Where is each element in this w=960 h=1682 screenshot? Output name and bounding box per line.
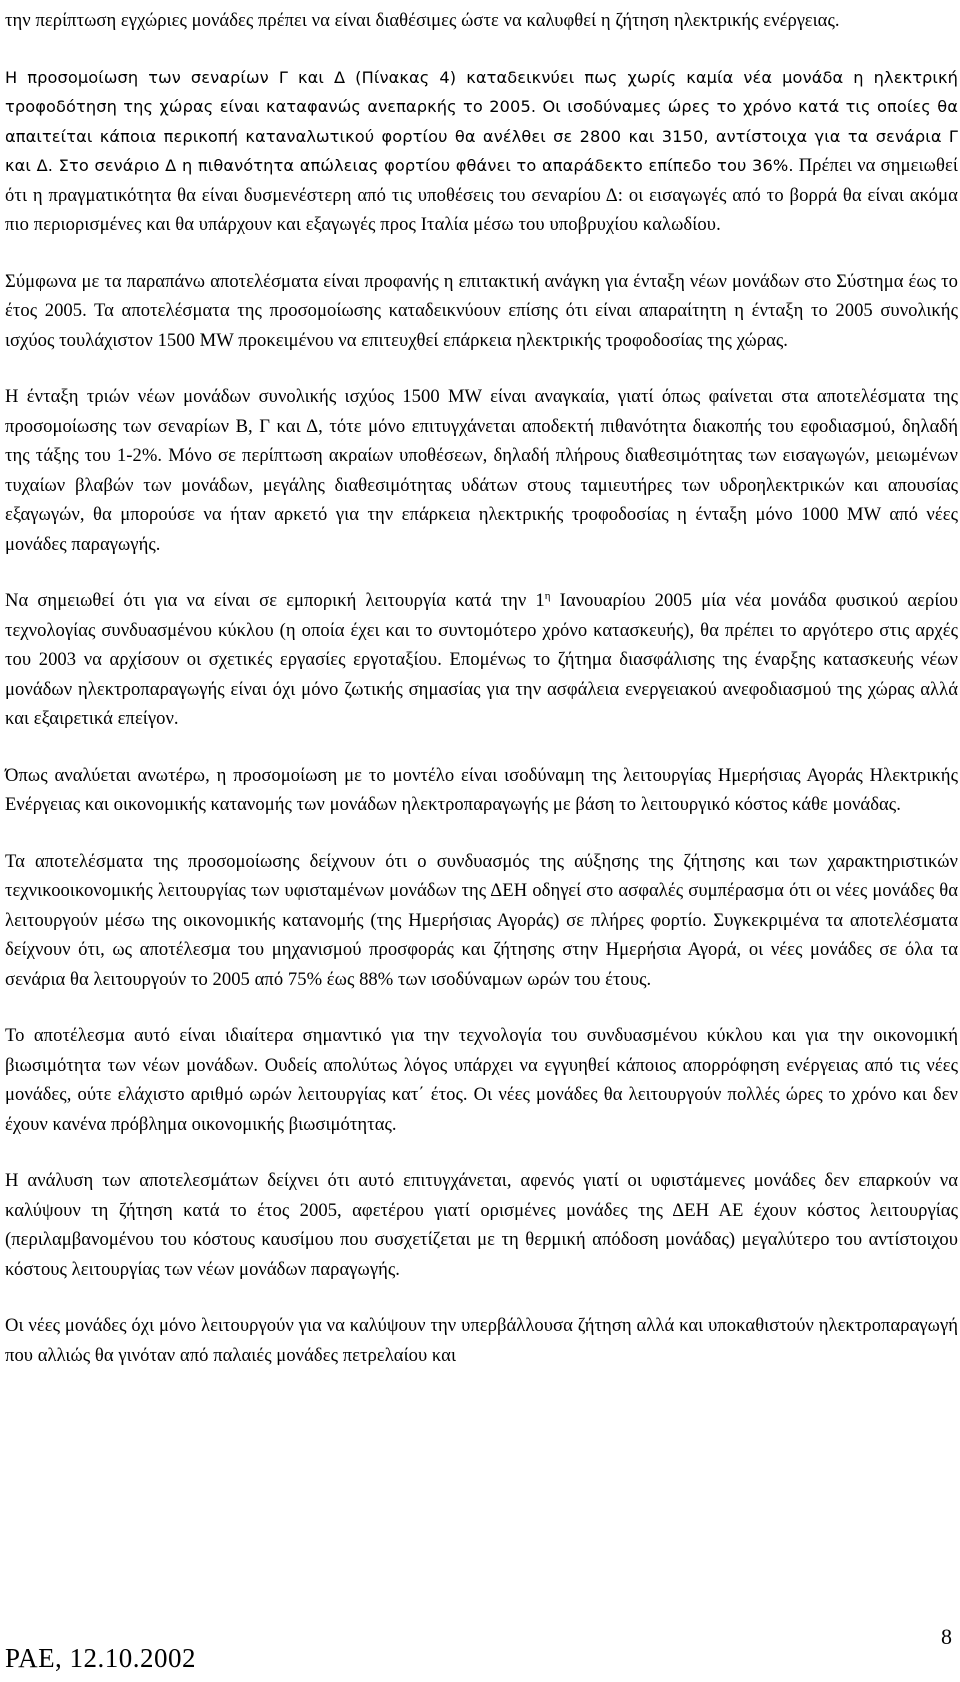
paragraph-2 [5, 63, 958, 240]
page-footer [0, 1624, 960, 1674]
paragraph-3: Σύμφωνα με τα παραπάνω αποτελέσματα είναι προφανής η επιτακτική ανάγκη για ένταξη νέων μονάδων στο Σύστημα έως το έτος 2005. Τα αποτελέσματα της προσομοίωσης καταδεικνύουν επίσης ότι είναι απαραίτητη η ένταξη το 2005 συνολικής ισχύος τουλάχιστον 1500 MW προκειμένου να επιτευχθεί επάρκεια ηλεκτρικής τροφοδοσίας της χώρας. [5, 270, 958, 351]
footer-source-date: ΡΑΕ, 12.10.2002 [5, 1643, 197, 1673]
paragraph-6: Όπως αναλύεται ανωτέρω, η προσομοίωση με το μοντέλο είναι ισοδύναμη της λειτουργίας Ημερήσιας Αγοράς Ηλεκτρικής Ενέργειας και οικονομικής κατανομής των μονάδων ηλεκτροπαραγωγής με βάση το λειτουργικό κόστος κάθε μονάδας. [5, 764, 958, 815]
paragraph-4: Η ένταξη τριών νέων μονάδων συνολικής ισχύος 1500 MW είναι αναγκαία, γιατί όπως φαίνεται στα αποτελέσματα της προσομοίωσης των σεναρίων Β, Γ και Δ, τότε μόνο επιτυγχάνεται αποδεκτή πιθανότητα διακοπής του εφοδιασμού, δηλαδή της τάξης του 1-2%. Μόνο σε περίπτωση ακραίων υποθέσεων, δηλαδή πλήρους διαθεσιμότητας των εισαγωγών, μειωμένων τυχαίων βλαβών των μονάδων, μεγάλης διαθεσιμότητας υδάτων στους ταμιευτήρες των υδροηλεκτρικών και απουσίας εξαγωγών, θα μπορούσε να ήταν αρκετό για την επάρκεια ηλεκτρικής τροφοδοσίας η ένταξη μόνο 1000 MW από νέες μονάδες παραγωγής. [5, 386, 958, 555]
paragraph-7: Τα αποτελέσματα της προσομοίωσης δείχνουν ότι ο συνδυασμός της αύξησης της ζήτησης και των χαρακτηριστικών τεχνικοοικονομικής λειτουργίας των υφισταμένων μονάδων της ΔΕΗ οδηγεί στο ασφαλές συμπέρασμα ότι οι νέες μονάδες θα λειτουργούν μέσω της οικονομικής κατανομής (της Ημερήσιας Αγοράς) σε πλήρες φορτίο. Συγκεκριμένα τα αποτελέσματα δείχνουν ότι, ως αποτέλεσμα του μηχανισμού προσφοράς και ζήτησης στην Ημερήσια Αγορά, οι νέες μονάδες σε όλα τα σενάρια θα λειτουργούν το 2005 από 75% έως 88% των ισοδύναμων ωρών του έτους. [5, 850, 958, 990]
paragraph-2-serif-text: Πρέπει να σημειωθεί ότι η πραγματικότητα θα είναι δυσμενέστερη από τις υποθέσεις του σεναρίου Δ: οι εισαγωγές από το βορρά θα είναι ακόμα πιο περιορισμένες και θα υπάρχουν και εξαγωγές προς Ιταλία μέσω του υποβρυχίου καλωδίου. [5, 155, 959, 235]
paragraph-5 [5, 586, 958, 734]
paragraph-5-text-end: Ιανουαρίου 2005 μία νέα μονάδα φυσικού αερίου τεχνολογίας συνδυασμένου κύκλου (η οποία έχει και το συντομότερο χρόνο κατασκευής), θα πρέπει το αργότερο στις αρχές του 2003 να αρχίσουν οι σχετικές εργασίες εργοταξίου. Επομένως το ζήτημα διασφάλισης της έναρξης κατασκευής νέων μονάδων ηλεκτροπαραγωγής είναι όχι μόνο ζωτικής σημασίας για την ασφάλεια ενεργειακού ανεφοδιασμού της χώρας αλλά και εξαιρετικά επείγον. [5, 590, 959, 729]
superscript-eta: η [544, 589, 551, 602]
paragraph-1: την περίπτωση εγχώριες μονάδες πρέπει να είναι διαθέσιμες ώστε να καλυφθεί η ζήτηση ηλεκτρικής ενέργειας. [5, 10, 840, 31]
paragraph-2-sans-text: Η προσομοίωση των σεναρίων Γ και Δ (Πίνακας 4) καταδεικνύει πως χωρίς καμία νέα μονάδα η ηλεκτρική τροφοδότηση της χώρας είναι καταφανώς ανεπαρκής το 2005. Οι ισοδύναμες ώρες το χρόνο κατά τις οποίες θα απαιτείται κάποια περικοπή καταναλωτικού φορτίου θα ανέλθει σε 2800 και 3150, αντίστοιχα για τα σενάρια Γ και Δ. Στο σενάριο Δ η πιθανότητα απώλειας φορτίου φθάνει το απαράδεκτο επίπεδο του 36%. [5, 67, 958, 175]
paragraph-8: Το αποτέλεσμα αυτό είναι ιδιαίτερα σημαντικό για την τεχνολογία του συνδυασμένου κύκλου και για την οικονομική βιωσιμότητα των νέων μονάδων. Ουδείς απολύτως λόγος υπάρχει να εγγυηθεί κάποιος απορρόφηση ενέργειας από τις νέες μονάδες, ούτε ελάχιστο αριθμό ωρών λειτουργίας κατ΄ έτος. Οι νέες μονάδες θα λειτουργούν πολλές ώρες το χρόνο και δεν έχουν κανένα πρόβλημα οικονομικής βιωσιμότητας. [5, 1025, 958, 1135]
page-number: 8 [941, 1624, 952, 1649]
paragraph-5-text-start: Να σημειωθεί ότι για να είναι σε εμπορική λειτουργία κατά την 1 [5, 590, 545, 611]
paragraph-10: Οι νέες μονάδες όχι μόνο λειτουργούν για να καλύψουν την υπερβάλλουσα ζήτηση αλλά και υποκαθιστούν ηλεκτροπαραγωγή που αλλιώς θα γινόταν από παλαιές μονάδες πετρελαίου και [5, 1315, 958, 1366]
document-body [5, 6, 958, 1397]
paragraph-9: Η ανάλυση των αποτελεσμάτων δείχνει ότι αυτό επιτυγχάνεται, αφενός γιατί οι υφιστάμενες μονάδες δεν επαρκούν να καλύψουν τη ζήτηση κατά το έτος 2005, αφετέρου γιατί ορισμένες μονάδες της ΔΕΗ ΑΕ έχουν κόστος λειτουργίας (περιλαμβανομένου του κόστους καυσίμου που συσχετίζεται με τη θερμική απόδοση μονάδας) μεγαλύτερο του αντίστοιχου κόστους λειτουργίας των νέων μονάδων παραγωγής. [5, 1170, 958, 1280]
